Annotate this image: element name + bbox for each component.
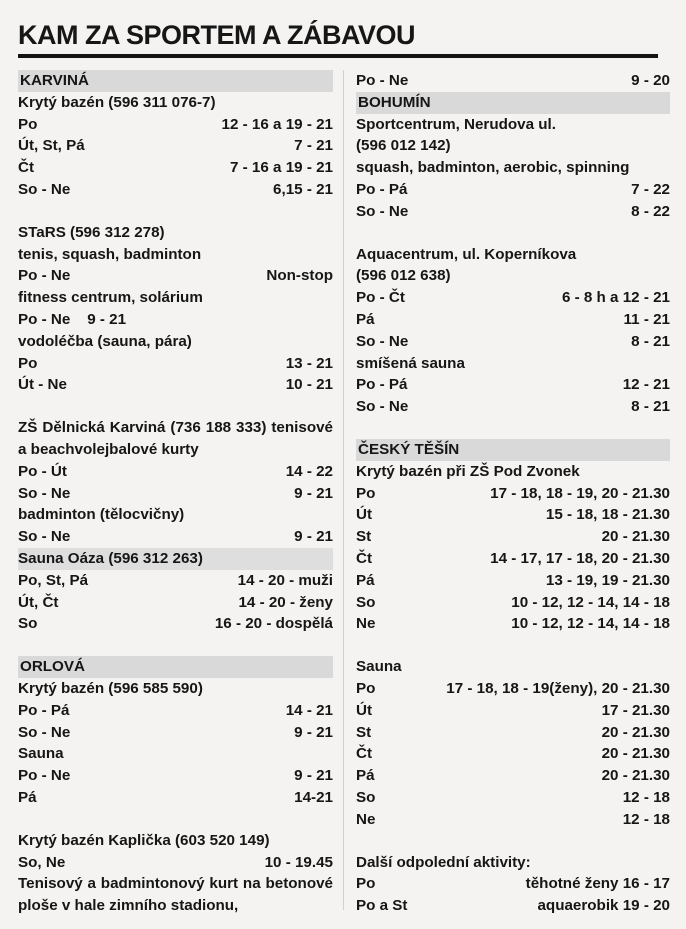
day-label: So - Ne [356,332,409,350]
schedule-row [18,135,333,157]
schedule-row [18,787,333,809]
hours-value: 14 - 20 - muži [237,571,333,589]
day-label: Po [18,115,38,133]
schedule-row [356,396,670,418]
venue-name: STaRS (596 312 278) [18,223,165,241]
activity-label: fitness centrum, solárium [18,289,203,307]
day-label: So - Ne [18,723,71,741]
day-label: Po, St, Pá [18,571,89,589]
hours-value: 12 - 18 [622,810,670,828]
schedule-row [356,70,670,92]
day-label: Po - Ne [356,72,409,89]
schedule-row [18,265,333,287]
day-label: So - Ne [18,180,71,198]
schedule-row [356,809,670,831]
schedule-row [18,353,333,375]
day-label: Čt [356,549,373,567]
hours-value: 9 - 21 [294,484,333,502]
hours-value: 13 - 19, 19 - 21.30 [545,571,670,589]
day-label: Po [18,354,38,372]
schedule-row [18,526,333,548]
column-divider [343,70,344,910]
activity-label: Sauna [18,745,64,763]
hours-value: 9 - 20 [631,72,670,89]
day-label: Út, St, Pá [18,137,85,155]
day-label: Čt [356,745,373,763]
day-label: Po - Pá [356,180,408,198]
schedule-row [356,201,670,223]
day-label: Po [356,679,376,697]
schedule-row [356,873,670,895]
day-label: Út [356,701,373,719]
schedule-row [18,722,333,744]
venue-name: Sauna Oáza (596 312 263) [18,548,333,570]
schedule-row [356,613,670,635]
activity-label: squash, badminton, aerobic, spinning [356,159,630,177]
hours-value: 14 - 20 - ženy [238,593,333,611]
day-label: Út - Ne [18,376,67,394]
hours-value: 6,15 - 21 [273,180,333,198]
schedule-row [18,179,333,201]
venue-name: Krytý bazén při ZŠ Pod Zvonek [356,462,580,480]
hours-value: 9 - 21 [294,723,333,741]
day-label: So - Ne [356,398,409,416]
activity-label: Další odpolední aktivity: [356,853,531,871]
schedule-row [356,570,670,592]
hours-value: 15 - 18, 18 - 21.30 [545,506,670,524]
activity-label: smíšená sauna [356,354,465,372]
hours-value: 14-21 [294,788,333,806]
hours-value: 20 - 21.30 [601,723,670,741]
schedule-row [356,700,670,722]
schedule-row [18,483,333,505]
hours-value: 11 - 21 [623,310,670,328]
day-label: Po - Ne [18,767,71,785]
day-label: Po - Čt [356,289,405,307]
day-label: So, Ne [18,853,66,871]
schedule-row [356,592,670,614]
schedule-row [356,374,670,396]
hours-value: 20 - 21.30 [601,767,670,785]
hours-value: 8 - 22 [631,202,670,220]
hours-value: 9 - 21 [294,528,333,546]
day-label: St [356,723,372,741]
day-label: So - Ne [18,528,71,546]
venue-name: Krytý bazén Kaplička (603 520 149) [18,831,270,849]
schedule-row [356,504,670,526]
schedule-row [356,722,670,744]
day-label: St [356,528,372,546]
schedule-row [18,114,333,136]
hours-value: 16 - 20 - dospělá [214,615,333,633]
activity-label: Sauna [356,658,402,676]
day-label: Po - Ne [18,267,71,285]
schedule-row [356,526,670,548]
hours-value: 10 - 21 [285,376,333,394]
venue-name: Krytý bazén (596 585 590) [18,679,203,697]
day-label: Čt [18,159,35,177]
hours-value: 7 - 22 [631,180,670,198]
schedule-row [18,570,333,592]
day-label: So - Ne [356,202,409,220]
section-heading-cesky-tesin: ČESKÝ TĚŠÍN [356,439,670,461]
page-title: KAM ZA SPORTEM A ZÁBAVOU [18,16,658,58]
activity-label: vodoléčba (sauna, pára) [18,332,192,350]
schedule-row [356,483,670,505]
hours-value: 10 - 19.45 [264,853,333,871]
day-label: So [18,615,38,633]
hours-value: 12 - 21 [622,376,670,394]
activity-label: tenis, squash, badminton [18,245,202,263]
right-column [356,70,670,917]
schedule-row [18,700,333,722]
venue-name: Sportcentrum, Nerudova ul. [356,115,556,133]
schedule-row [356,765,670,787]
hours-value: 20 - 21.30 [601,745,670,763]
day-label: Pá [356,310,375,328]
venue-name: ZŠ Dělnická Karviná (736 188 333) tenisové a beachvolejbalové kurty [18,419,333,458]
venue-phone: (596 012 638) [356,267,451,285]
hours-value: 10 - 12, 12 - 14, 14 - 18 [511,615,670,633]
hours-value: 8 - 21 [631,332,670,350]
hours-value: 9 - 21 [294,767,333,785]
venue-name: Aquacentrum, ul. Koperníkova [356,245,577,263]
hours-value: 14 - 21 [285,701,333,719]
schedule-row: Po - Ne 9 - 21 [18,310,127,328]
hours-value: 12 - 16 a 19 - 21 [221,115,333,133]
activity-label: badminton (tělocvičny) [18,506,185,524]
hours-value: 14 - 17, 17 - 18, 20 - 21.30 [490,549,670,567]
schedule-row [356,179,670,201]
day-label: So [356,593,376,611]
hours-value: 17 - 18, 18 - 19(ženy), 20 - 21.30 [446,679,670,697]
hours-value: 8 - 21 [631,398,670,416]
day-label: So [356,788,376,806]
day-label: So - Ne [18,484,71,502]
schedule-row [18,592,333,614]
section-heading-bohumin: BOHUMÍN [356,92,670,114]
day-label: Ne [356,615,376,633]
day-label: Po - Pá [356,376,408,394]
schedule-row [18,461,333,483]
schedule-row [356,331,670,353]
hours-value: těhotné ženy 16 - 17 [525,875,670,893]
hours-value: 7 - 21 [294,137,333,155]
schedule-row [18,765,333,787]
hours-value: 17 - 21.30 [601,701,670,719]
hours-value: 13 - 21 [285,354,333,372]
day-label: Út, Čt [18,593,59,611]
day-label: Po [356,484,376,502]
day-label: Po [356,875,376,893]
hours-value: 7 - 16 a 19 - 21 [229,159,333,177]
hours-value: 6 - 8 h a 12 - 21 [561,289,670,307]
day-label: Pá [356,571,375,589]
hours-value: 14 - 22 [285,462,333,480]
schedule-row [356,678,670,700]
venue-phone: (596 012 142) [356,137,451,155]
day-label: Ne [356,810,376,828]
left-column [18,70,333,917]
day-label: Po - Pá [18,701,70,719]
section-heading-karvina: KARVINÁ [18,70,333,92]
venue-description: Tenisový a badmintonový kurt na betonové ploše v hale zimního stadionu, [18,875,333,915]
hours-value: 12 - 18 [622,788,670,806]
hours-value: aquaerobik 19 - 20 [537,897,670,915]
day-label: Pá [18,788,37,806]
hours-value: 10 - 12, 12 - 14, 14 - 18 [511,593,670,611]
schedule-row [18,157,333,179]
venue-name: Krytý bazén (596 311 076-7) [18,93,216,111]
schedule-row [356,895,670,917]
schedule-row [356,743,670,765]
day-label: Út [356,506,373,524]
hours-value: Non-stop [266,267,333,285]
schedule-row [356,787,670,809]
schedule-row [356,548,670,570]
day-label: Pá [356,767,375,785]
schedule-row [18,613,333,635]
schedule-row [356,287,670,309]
schedule-row [18,852,333,874]
day-label: Po a St [356,897,408,915]
day-label: Po - Út [18,462,67,480]
hours-value: 20 - 21.30 [601,528,670,546]
hours-value: 17 - 18, 18 - 19, 20 - 21.30 [490,484,670,502]
schedule-row [18,374,333,396]
section-heading-orlova: ORLOVÁ [18,656,333,678]
schedule-row [356,309,670,331]
